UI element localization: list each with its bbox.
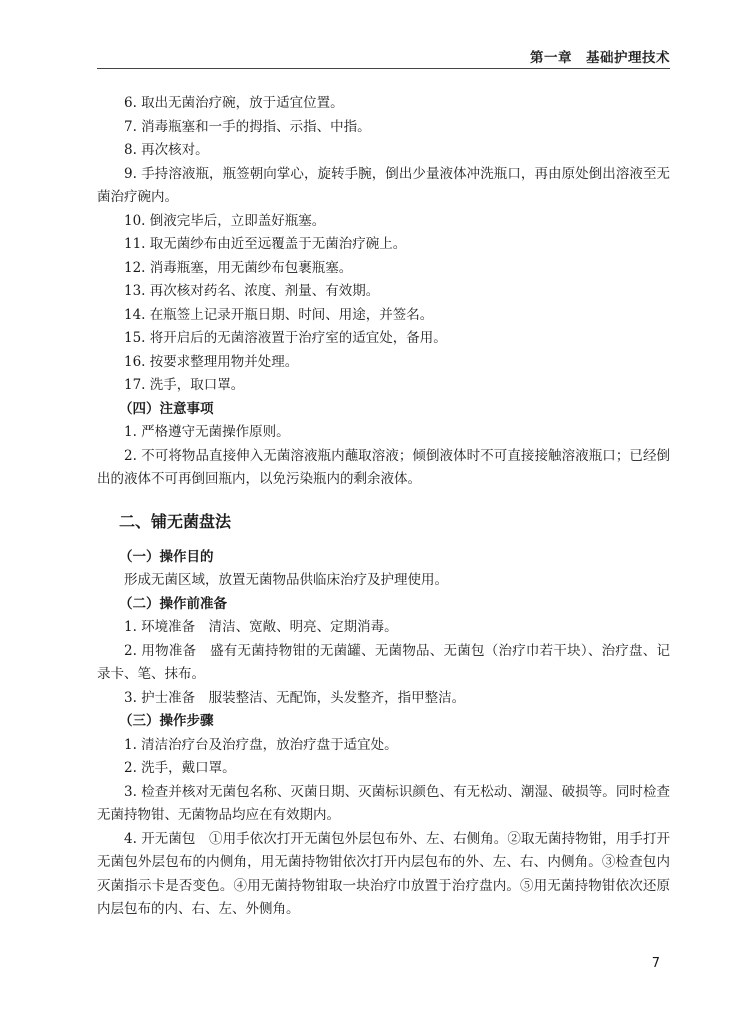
step-item: 8. 再次核对。 — [124, 142, 209, 158]
prep-item: 3. 护士准备 服装整洁、无配饰，头发整齐，指甲整洁。 — [124, 689, 466, 706]
subsection-heading-prep: （二）操作前准备 — [119, 595, 227, 612]
note-item: 2. 不可将物品直接伸入无菌溶液瓶内蘸取溶液；倾倒液体时不可直接接触溶液瓶口；已经倒出的液体不可再倒回瓶内，以免污染瓶内的剩余液体。 — [97, 447, 670, 487]
prep-item: 1. 环境准备 清洁、宽敞、明亮、定期消毒。 — [124, 619, 398, 635]
step-item: 11. 取无菌纱布由近至远覆盖于无菌治疗碗上。 — [124, 236, 407, 252]
step-item: 17. 洗手，取口罩。 — [124, 377, 245, 393]
prep-item: 2. 用物准备 盛有无菌持物钳的无菌罐、无菌物品、无菌包（治疗巾若干块）、治疗盘、记录卡、笔、抹布。 — [97, 642, 670, 682]
section-title: 二、铺无菌盘法 — [119, 511, 232, 531]
step-item: 10. 倒液完毕后，立即盖好瓶塞。 — [124, 212, 326, 229]
chapter-title: 第一章 基础护理技术 — [530, 50, 670, 66]
step-item: 4. 开无菌包 ①用手依次打开无菌包外层包布外、左、右侧角。②取无菌持物钳，用手打开无菌包外层包布的内侧角，用无菌持物钳依次打开内层包布的外、左、右、内侧角。③检查包内灭菌指示卡是否变色。④用无菌持物钳取一块治疗巾放置于治疗盘内。⑤用无菌持物钳依次还原内层包布的内、右、左、外侧角。 — [97, 830, 670, 917]
purpose-text: 形成无菌区域，放置无菌物品供临床治疗及护理使用。 — [124, 572, 448, 588]
step-item: 14. 在瓶签上记录开瓶日期、时间、用途，并签名。 — [124, 306, 434, 323]
step-item: 9. 手持溶液瓶，瓶签朝向掌心，旋转手腕，倒出少量液体冲洗瓶口，再由原处倒出溶液至无菌治疗碗内。 — [97, 165, 670, 205]
page-body — [97, 92, 670, 922]
step-item: 16. 按要求整理用物并处理。 — [124, 353, 299, 370]
subsection-heading-purpose: （一）操作目的 — [119, 548, 214, 565]
subsection-heading-notes: （四）注意事项 — [119, 400, 214, 417]
step-item: 12. 消毒瓶塞，用无菌纱布包裹瓶塞。 — [124, 259, 353, 276]
step-item: 15. 将开启后的无菌溶液置于治疗室的适宜处，备用。 — [124, 330, 447, 346]
step-item: 1. 清洁治疗台及治疗盘，放治疗盘于适宜处。 — [124, 736, 398, 753]
step-item: 3. 检查并核对无菌包名称、灭菌日期、灭菌标识颜色、有无松动、潮湿、破损等。同时检查无菌持物钳、无菌物品均应在有效期内。 — [97, 783, 670, 823]
note-item: 1. 严格遵守无菌操作原则。 — [124, 424, 290, 440]
running-header — [97, 40, 670, 69]
step-item: 6. 取出无菌治疗碗，放于适宜位置。 — [124, 95, 344, 111]
step-item: 2. 洗手，戴口罩。 — [124, 760, 236, 776]
subsection-heading-steps: （三）操作步骤 — [119, 713, 214, 729]
step-item: 7. 消毒瓶塞和一手的拇指、示指、中指。 — [124, 118, 371, 135]
step-item: 13. 再次核对药名、浓度、剂量、有效期。 — [124, 283, 380, 299]
page-number: 7 — [651, 956, 660, 971]
